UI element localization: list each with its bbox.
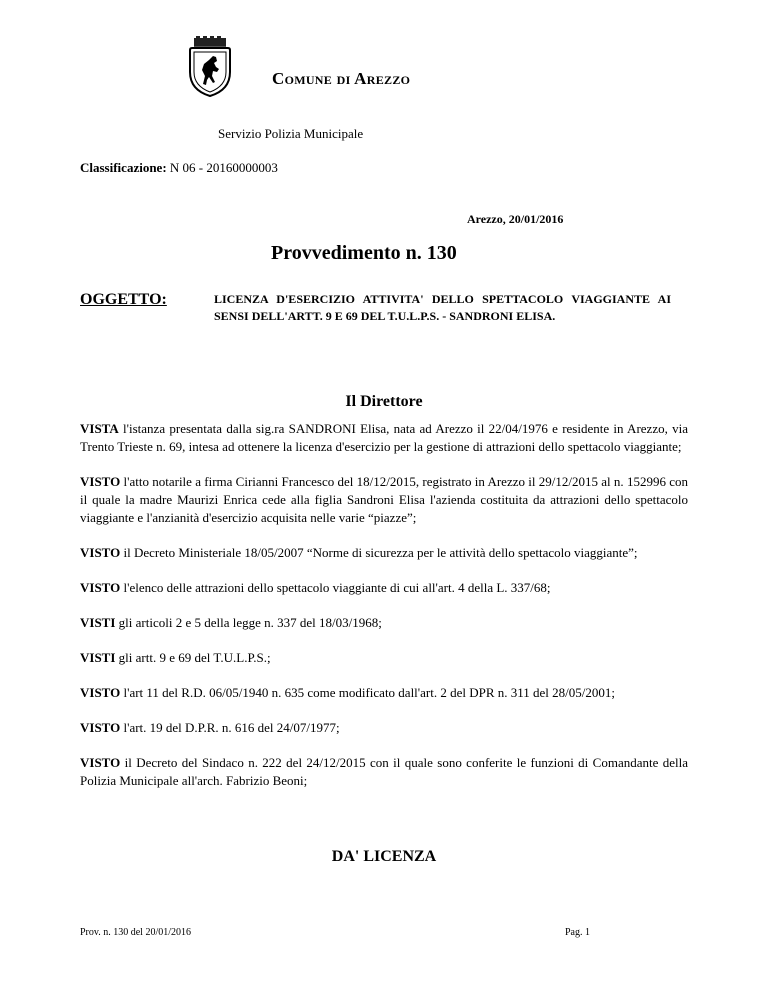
paragraph-text: l'istanza presentata dalla sig.ra SANDRONI Elisa, nata ad Arezzo il 22/04/1976 e residente in Arezzo, via Trento Trieste n. 69, intesa ad ottenere la licenza d'esercizio per la gestione di attrazioni dello spettacolo viaggiante; — [80, 421, 688, 454]
paragraph-text: l'atto notarile a firma Cirianni Francesco del 18/12/2015, registrato in Arezzo il 29/12/2015 al n. 152996 con il quale la madre Maurizi Enrica cede alla figlia Sandroni Elisa l'azienda costituita da attrazioni dello spettacolo viaggiante e l'anzianità d'esercizio acquisita nelle varie “piazze”; — [80, 474, 688, 525]
paragraph-text: gli artt. 9 e 69 del T.U.L.P.S.; — [115, 650, 271, 665]
paragraph — [80, 544, 688, 562]
paragraph — [80, 719, 688, 737]
paragraph-text: l'art. 19 del D.P.R. n. 616 del 24/07/1977; — [120, 720, 340, 735]
paragraph-text: il Decreto Ministeriale 18/05/2007 “Norme di sicurezza per le attività dello spettacolo viaggiante”; — [120, 545, 638, 560]
arezzo-crest-logo — [186, 36, 234, 98]
paragraph-text: gli articoli 2 e 5 della legge n. 337 del 18/03/1968; — [115, 615, 382, 630]
place-date: Arezzo, 20/01/2016 — [467, 212, 564, 226]
paragraph-lead: VISTA — [80, 421, 119, 436]
paragraph — [80, 684, 688, 702]
paragraph — [80, 754, 688, 790]
paragraph-lead: VISTI — [80, 615, 116, 630]
paragraph-lead: VISTO — [80, 720, 121, 735]
paragraph-lead: VISTO — [80, 580, 121, 595]
paragraph-lead: VISTO — [80, 755, 121, 770]
paragraph-lead: VISTI — [80, 650, 116, 665]
paragraph-lead: VISTO — [80, 474, 121, 489]
paragraph — [80, 473, 688, 527]
service-name: Servizio Polizia Municipale — [218, 126, 364, 141]
paragraph-text: il Decreto del Sindaco n. 222 del 24/12/2015 con il quale sono conferite le funzioni di Comandante della Polizia Municipale all'arch. Fabrizio Beoni; — [80, 755, 688, 788]
paragraph-text: l'elenco delle attrazioni dello spettacolo viaggiante di cui all'art. 4 della L. 337/68; — [120, 580, 551, 595]
footer-reference: Prov. n. 130 del 20/01/2016 — [80, 927, 192, 938]
issuer-heading: Il Direttore — [345, 393, 423, 410]
paragraph-text: l'art 11 del R.D. 06/05/1940 n. 635 come modificato dall'art. 2 del DPR n. 311 del 28/05/2001; — [120, 685, 616, 700]
paragraph-lead: VISTO — [80, 685, 121, 700]
paragraph — [80, 420, 688, 456]
subject-label: OGGETTO: — [80, 291, 167, 308]
classification — [80, 160, 278, 176]
subject-text: LICENZA D'ESERCIZIO ATTIVITA' DELLO SPETTACOLO VIAGGIANTE AI SENSI DELL'ARTT. 9 E 69 DEL T.U.L.P.S. - SANDRONI ELISA. — [214, 292, 671, 323]
document-title: Provvedimento n. 130 — [271, 242, 457, 264]
paragraph — [80, 579, 688, 597]
commune-title: Comune di Arezzo — [272, 69, 411, 88]
classification-value: N 06 - 20160000003 — [169, 160, 278, 175]
paragraph — [80, 614, 688, 632]
paragraph-lead: VISTO — [80, 545, 121, 560]
page-number: Pag. 1 — [565, 927, 590, 938]
paragraph — [80, 649, 688, 667]
classification-label: Classificazione: — [80, 160, 167, 175]
decision-heading: DA' LICENZA — [331, 848, 437, 865]
